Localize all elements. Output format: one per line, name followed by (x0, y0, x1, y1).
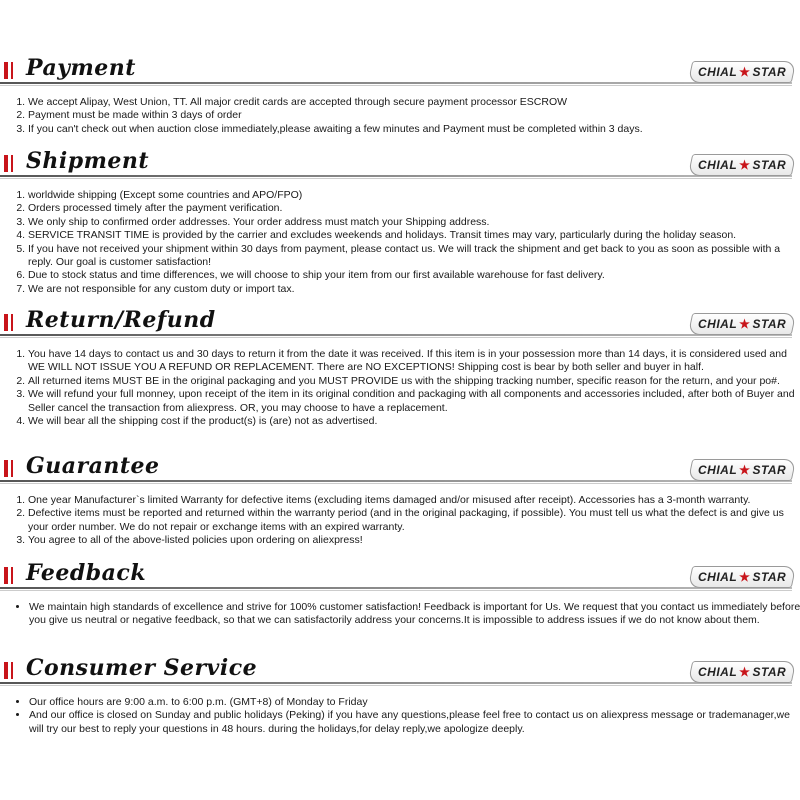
feedback-list (2, 601, 800, 628)
list-item: 1. One year Manufacturer`s limited Warranty for defective items (excluding items damaged and/or misused after receipt). Accessories has a 3-month warranty. (28, 494, 800, 507)
section-header (0, 448, 800, 488)
section-title: Payment (26, 55, 136, 81)
list-item: 2. Defective items must be reported and returned within the warranty period (and in the original packaging, if possible). You must tell us what the defect is and give us your order number. We do not repair or exchange items with an expired warranty. (28, 507, 800, 534)
section-guarantee (0, 448, 800, 547)
brand-logo (688, 661, 797, 683)
list-item: 1. We accept Alipay, West Union, TT. All major credit cards are accepted through secure payment processor ESCROW (28, 96, 800, 109)
list-item: 7. We are not responsible for any custom duty or import tax. (28, 283, 800, 296)
section-consumer-service (0, 650, 800, 735)
logo-text: STAR (752, 570, 787, 584)
section-header (0, 555, 800, 595)
section-title: Return/Refund (26, 307, 216, 333)
list-item: 6. Due to stock status and time differences, we will choose to ship your item from our first available warehouse for fast delivery. (28, 269, 800, 282)
logo-text: CHIAL (697, 570, 738, 584)
star-icon: ★ (739, 65, 751, 79)
logo-text: STAR (752, 158, 787, 172)
guarantee-list (2, 494, 800, 548)
logo-text: STAR (752, 665, 787, 679)
section-header (0, 650, 800, 690)
section-title: Feedback (26, 560, 147, 586)
brand-logo (688, 61, 797, 83)
brand-logo (688, 154, 797, 176)
logo-text: STAR (752, 463, 787, 477)
star-icon: ★ (739, 665, 751, 679)
logo-text: STAR (752, 317, 787, 331)
star-icon: ★ (739, 317, 751, 331)
list-item: 1. You have 14 days to contact us and 30 days to return it from the date it was received. If this item is in your possession more than 14 days, it is considered used and WE WILL NOT ISSUE YOU A REFUND OR REPLACEMENT. There are NO EXCEPTIONS! Shipping cost is bear by both seller and buyer in half. (28, 348, 800, 375)
section-feedback (0, 555, 800, 627)
list-item: 2. All returned items MUST BE in the original packaging and you MUST PROVIDE us with the shipping tracking number, specific reason for the return, and your po#. (28, 375, 800, 388)
return-refund-list (2, 348, 800, 428)
list-item: 4. We will bear all the shipping cost if the product(s) is (are) not as advertised. (28, 415, 800, 428)
section-header (0, 50, 800, 90)
section-header (0, 143, 800, 183)
section-payment (0, 50, 800, 135)
list-item: 2. Payment must be made within 3 days of order (28, 109, 800, 122)
list-item: • Our office hours are 9:00 a.m. to 6:00 p.m. (GMT+8) of Monday to Friday (29, 696, 800, 709)
section-return-refund (0, 302, 800, 428)
list-item: • We maintain high standards of excellence and strive for 100% customer satisfaction! Feedback is important for Us. We request that you contact us immediately before you give us neutral or negative feedback, so that we can satisfactorily address your concerns.It is impossible to address issues if we do not know about them. (29, 601, 800, 628)
section-shipment (0, 143, 800, 295)
logo-text: CHIAL (697, 65, 738, 79)
logo-text: CHIAL (697, 158, 738, 172)
list-item: 4. SERVICE TRANSIT TIME is provided by the carrier and excludes weekends and holidays. Transit times may vary, particularly during the holiday season. (28, 229, 800, 242)
section-title: Consumer Service (26, 655, 258, 681)
star-icon: ★ (739, 463, 751, 477)
list-item: 5. If you have not received your shipment within 30 days from payment, please contact us. We will track the shipment and get back to you as soon as possible with a reply. Our goal is customer satisfaction! (28, 243, 800, 270)
consumer-service-list (2, 696, 800, 736)
brand-logo (688, 566, 797, 588)
list-item: 1. worldwide shipping (Except some countries and APO/FPO) (28, 189, 800, 202)
logo-text: CHIAL (697, 317, 738, 331)
section-header (0, 302, 800, 342)
list-item: 2. Orders processed timely after the payment verification. (28, 202, 800, 215)
logo-text: CHIAL (697, 665, 738, 679)
shipment-list (2, 189, 800, 296)
logo-text: CHIAL (697, 463, 738, 477)
section-title: Shipment (26, 148, 150, 174)
list-item: 3. We only ship to confirmed order addresses. Your order address must match your Shipping address. (28, 216, 800, 229)
list-item: 3. You agree to all of the above-listed policies upon ordering on aliexpress! (28, 534, 800, 547)
list-item: 3. If you can't check out when auction close immediately,please awaiting a few minutes and Payment must be completed within 3 days. (28, 123, 800, 136)
star-icon: ★ (739, 158, 751, 172)
logo-text: STAR (752, 65, 787, 79)
section-title: Guarantee (26, 453, 160, 479)
payment-list (2, 96, 800, 136)
star-icon: ★ (739, 570, 751, 584)
brand-logo (688, 313, 797, 335)
list-item: • And our office is closed on Sunday and public holidays (Peking) if you have any questions,please feel free to contact us on aliexpress message or trademanager,we will try our best to reply your questions in 48 hours. during the holidays,for delay reply,we apologize deeply. (29, 709, 800, 736)
list-item: 3. We will refund your full monney, upon receipt of the item in its original condition and packaging with all components and accessories included, after both of Buyer and Seller cancel the transaction from aliexpress. OR, you may choose to have a replacement. (28, 388, 800, 415)
brand-logo (688, 459, 797, 481)
